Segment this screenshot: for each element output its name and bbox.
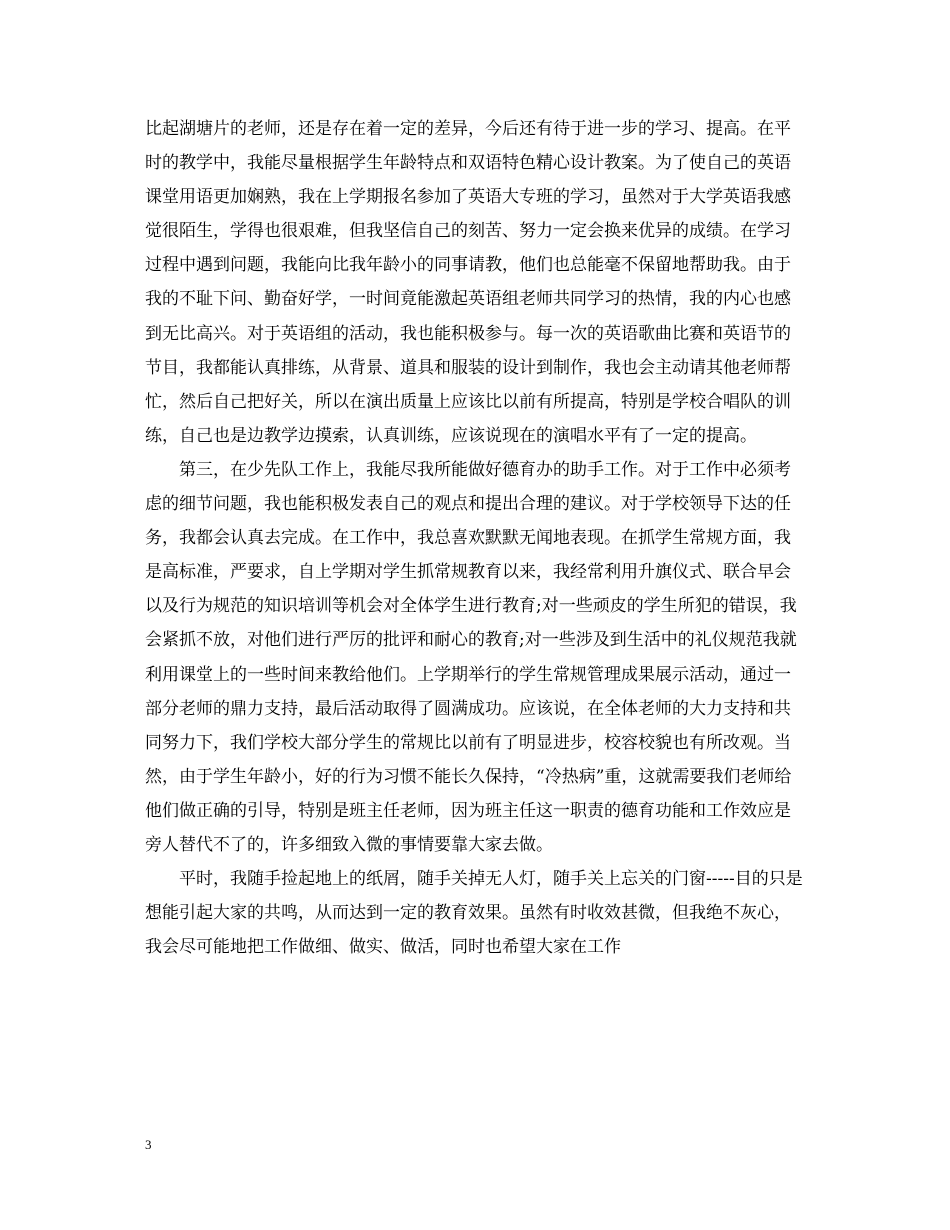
page-number: 3 xyxy=(145,1137,152,1152)
paragraph-teaching-english: 比起湖塘片的老师，还是存在着一定的差异，今后还有待于进一步的学习、提高。在平时的教学中，我能尽量根据学生年龄特点和双语特色精心设计教案。为了使自己的英语课堂用语更加娴熟，我在上学期报名参加了英语大专班的学习，虽然对于大学英语我感觉很陌生，学得也很艰难，但我坚信自己的刻苦、努力一定会换来优异的成绩。在学习过程中遇到问题，我能向比我年龄小的同事请教，他们也总能毫不保留地帮助我。由于我的不耻下问、勤奋好学，一时间竟能激起英语组老师共同学习的热情，我的内心也感到无比高兴。对于英语组的活动，我也能积极参与。每一次的英语歌曲比赛和英语节的节目，我都能认真排练，从背景、道具和服装的设计到制作，我也会主动请其他老师帮忙，然后自己把好关，所以在演出质量上应该比以前有所提高，特别是学校合唱队的训练，自己也是边教学边摸索，认真训练，应该说现在的演唱水平有了一定的提高。 xyxy=(145,119,791,446)
paragraph-daily-example: 平时，我随手捡起地上的纸屑，随手关掉无人灯，随手关上忘关的门窗-----目的只是想能引起大家的共鸣，从而达到一定的教育效果。虽然有时收效甚微，但我绝不灰心，我会尽可能地把工作做细、做实、做活，同时也希望大家在工作 xyxy=(145,869,803,958)
paragraph-young-pioneers-work: 第三，在少先队工作上，我能尽我所能做好德育办的助手工作。对于工作中必须考虑的细节问题，我也能积极发表自己的观点和提出合理的建议。对于学校领导下达的任务，我都会认真去完成。在工作中，我总喜欢默默无闻地表现。在抓学生常规方面，我是高标准，严要求，自上学期对学生抓常规教育以来，我经常利用升旗仪式、联合早会以及行为规范的知识培训等机会对全体学生进行教育;对一些顽皮的学生所犯的错误，我会紧抓不放，对他们进行严厉的批评和耐心的教育;对一些涉及到生活中的礼仪规范我就利用课堂上的一些时间来教给他们。上学期举行的学生常规管理成果展示活动，通过一部分老师的鼎力支持，最后活动取得了圆满成功。应该说，在全体老师的大力支持和共同努力下，我们学校大部分学生的常规比以前有了明显进步，校容校貌也有所改观。当然，由于学生年龄小，好的行为习惯不能长久保持，“冷热病”重，这就需要我们老师给他们做正确的引导，特别是班主任老师，因为班主任这一职责的德育功能和工作效应是旁人替代不了的，许多细致入微的事情要靠大家去做。 xyxy=(145,459,797,855)
body-text xyxy=(145,112,805,964)
